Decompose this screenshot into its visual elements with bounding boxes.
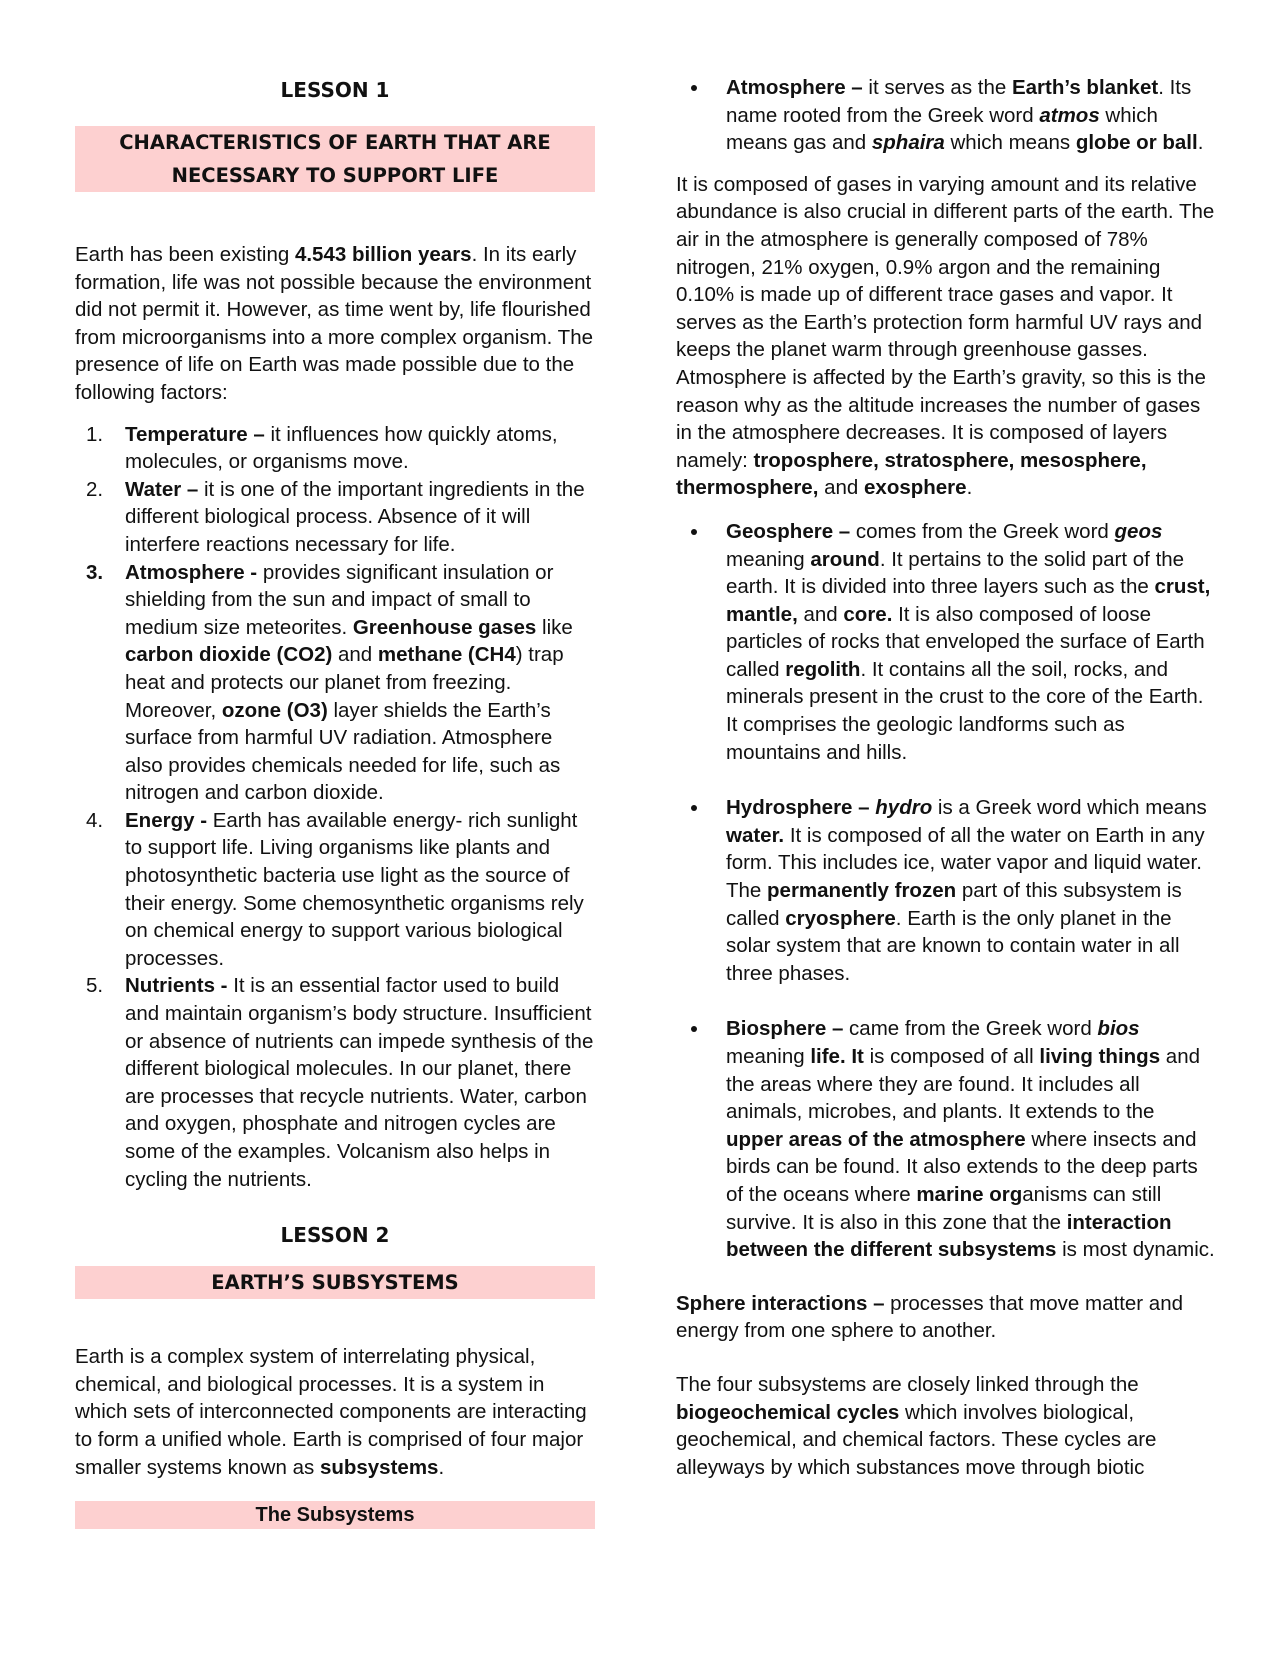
text: meaning xyxy=(726,1045,811,1068)
text: provides significant insulation or shielding from the sun and impact of small to medium size meteorites. xyxy=(125,560,554,639)
atmosphere-list xyxy=(676,74,1216,157)
lesson-2-banner: EARTH’S SUBSYSTEMS xyxy=(75,1266,595,1299)
bold-text: cryosphere xyxy=(785,906,896,930)
lesson-1-title: LESSON 1 xyxy=(280,78,390,102)
text: came from the Greek word xyxy=(843,1017,1098,1041)
italic-text: geos xyxy=(1114,519,1163,543)
list-item-biosphere xyxy=(676,1015,1216,1263)
term: Temperature – xyxy=(125,422,265,446)
bold-text: marine org xyxy=(916,1182,1023,1206)
text: Earth has been existing xyxy=(75,243,295,266)
list-item-atmosphere xyxy=(676,74,1216,157)
text: anisms can still survive. It is also in this zone that the xyxy=(726,1182,1162,1234)
italic-text: atmos xyxy=(1039,103,1100,127)
text: The four subsystems are closely linked through the xyxy=(676,1372,1139,1396)
text: Earth is a complex system of interrelating physical, chemical, and biological processes. It is a system in which sets of interconnected components are interacting to form a unified whole. Earth is comprised of four major smaller systems known as xyxy=(75,1345,587,1479)
text: It is composed of all the water on Earth in any form. This includes ice, water vapor and liquid water. The xyxy=(726,823,1205,903)
text: it is one of the important ingredients in the different biological process. Absence of it will interfere reactions necessary for life. xyxy=(125,477,585,556)
bold-text: water. xyxy=(726,823,785,847)
right-column xyxy=(676,74,1216,1481)
text: . Earth is the only planet in the solar system that are known to contain water in all three phases. xyxy=(726,906,1180,985)
bold-text: subsystems xyxy=(319,1455,439,1479)
italic-text: sphaira xyxy=(871,131,945,155)
text: and xyxy=(332,643,378,667)
bold-text: Sphere interactions – xyxy=(676,1291,885,1315)
text: where insects and birds can be found. It also extends to the deep parts of the oceans where xyxy=(726,1127,1198,1206)
bullet-icon xyxy=(691,85,697,91)
text: . xyxy=(1197,131,1204,155)
term: Hydrosphere – xyxy=(726,796,870,820)
term: Atmosphere – xyxy=(726,76,863,99)
list-number: 5. xyxy=(86,974,104,998)
lesson-2-intro xyxy=(75,1343,595,1481)
text: . In its early formation, life was not possible because the environment did not permit it. However, as time went by, life flourished from microorganisms into a more complex organism. The presence of life on Earth was made possible due to the following factors: xyxy=(75,243,593,404)
lesson-1-banner xyxy=(75,126,595,192)
bold-text: crust, mantle, xyxy=(726,575,1211,626)
bold-text: globe or ball xyxy=(1075,131,1198,155)
banner-line-1: CHARACTERISTICS OF EARTH THAT ARE xyxy=(119,131,551,154)
italic-text: hydro xyxy=(875,796,933,820)
bold-text: life. It xyxy=(810,1045,864,1068)
text: meaning xyxy=(726,547,811,571)
bold-text: Greenhouse gases xyxy=(352,615,537,639)
atmosphere-paragraph xyxy=(676,171,1216,502)
list-item xyxy=(75,421,595,476)
list-item xyxy=(75,807,595,973)
bold-text: exosphere xyxy=(864,476,967,500)
cycles-paragraph xyxy=(676,1371,1216,1481)
bold-text: permanently frozen xyxy=(767,879,957,903)
text: layer shields the Earth’s surface from harmful UV radiation. Atmosphere also provides chemicals needed for life, such as nitrogen and carbon dioxide. xyxy=(125,698,561,805)
bold-text: core. xyxy=(843,602,893,626)
text: like xyxy=(536,615,573,639)
bullet-icon xyxy=(691,805,697,811)
text: and xyxy=(818,476,865,500)
list-number: 2. xyxy=(86,477,104,501)
bold-text: 4.543 billion years xyxy=(294,243,472,266)
term: Biosphere – xyxy=(726,1017,844,1041)
text: it influences how quickly atoms, molecules, or organisms move. xyxy=(125,422,558,474)
bold-text: living things xyxy=(1039,1045,1161,1068)
text: and the areas where they are found. It includes all animals, microbes, and plants. It extends to the xyxy=(726,1045,1200,1124)
text: is a Greek word which means xyxy=(932,796,1207,820)
text: ) trap heat and protects our planet from freezing. Moreover, xyxy=(125,643,564,722)
bold-text: around xyxy=(810,547,880,571)
banner-line-2: NECESSARY TO SUPPORT LIFE xyxy=(171,164,499,187)
text: It is also composed of loose particles of rocks that enveloped the surface of Earth called xyxy=(726,602,1205,681)
text: It is composed of gases in varying amount and its relative abundance is also crucial in different parts of the earth. The air in the atmosphere is generally composed of 78% nitrogen, 21% oxygen, 0.9% argon and the remaining 0.10% is made up of different trace gases and vapor. It serves as the Earth’s protection form harmful UV rays and keeps the planet warm through greenhouse gasses. Atmosphere is affected by the Earth’s gravity, so this is the reason why as the altitude increases the number of gases in the atmosphere decreases. It is composed of layers namely: xyxy=(676,172,1215,472)
list-item xyxy=(75,476,595,559)
text: processes that move matter and energy from one sphere to another. xyxy=(676,1291,1184,1343)
subsystem-list xyxy=(676,518,1216,1264)
list-item xyxy=(75,972,595,1193)
term: Atmosphere - xyxy=(125,560,258,584)
left-column xyxy=(75,74,595,1529)
text: . xyxy=(438,1455,445,1479)
lesson-2-title: LESSON 2 xyxy=(280,1223,390,1248)
term: Geosphere – xyxy=(726,519,851,543)
list-item-geosphere xyxy=(676,518,1216,766)
text: Earth has available energy- rich sunlight to support life. Living organisms like plants and photosynthetic bacteria use light as the source of their energy. Some chemosynthetic organisms rely on chemical energy to support various biological processes. xyxy=(125,808,584,970)
bullet-icon xyxy=(691,529,697,535)
text: which means gas and xyxy=(726,103,1158,155)
text: which means xyxy=(944,131,1076,155)
lesson-1-intro xyxy=(75,241,595,407)
text: . It pertains to the solid part of the earth. It is divided into three layers such as the xyxy=(726,547,1185,599)
sphere-interactions-paragraph xyxy=(676,1290,1216,1345)
term: Nutrients - xyxy=(125,974,228,998)
list-item-hydrosphere xyxy=(676,794,1216,987)
list-number: 1. xyxy=(86,422,104,446)
text: . Its name rooted from the Greek word xyxy=(726,76,1192,127)
text: . It contains all the soil, rocks, and minerals present in the crust to the core of the Earth. It comprises the geologic landforms such as mountains and hills. xyxy=(726,657,1204,764)
bold-text: methane (CH4 xyxy=(377,643,516,667)
bold-text: regolith xyxy=(785,657,861,681)
term: Energy - xyxy=(125,808,208,832)
italic-text: bios xyxy=(1097,1017,1140,1041)
list-number: 4. xyxy=(86,808,104,832)
text: comes from the Greek word xyxy=(850,519,1115,543)
factors-list xyxy=(75,421,595,1194)
text: which involves biological, geochemical, and chemical factors. These cycles are alleyways by which substances move through biotic xyxy=(676,1400,1157,1479)
bullet-icon xyxy=(691,1026,697,1032)
text: part of this subsystem is called xyxy=(726,879,1182,930)
bold-text: upper areas of the atmosphere xyxy=(726,1127,1026,1151)
list-number: 3. xyxy=(86,560,104,584)
text: it serves as the xyxy=(862,76,1012,99)
text: is composed of all xyxy=(863,1045,1040,1068)
bold-text: ozone (O3) xyxy=(221,698,328,722)
subsystems-banner: The Subsystems xyxy=(75,1501,595,1529)
text: It is an essential factor used to build and maintain organism’s body structure. Insufficient or absence of nutrients can impede synthesis of the different biological molecules. In our planet, there are processes that recycle nutrients. Water, carbon and oxygen, phosphate and nitrogen cycles are some of the examples. Volcanism also helps in cycling the nutrients. xyxy=(125,974,594,1191)
list-item xyxy=(75,559,595,807)
bold-text: carbon dioxide (CO2) xyxy=(125,643,333,667)
term: Water – xyxy=(125,477,199,501)
text: and xyxy=(797,602,844,626)
text: is most dynamic. xyxy=(1056,1238,1215,1262)
bold-text: biogeochemical cycles xyxy=(676,1400,900,1424)
text: . xyxy=(966,476,973,500)
bold-text: interaction between the different subsystems xyxy=(726,1210,1172,1262)
bold-text: Earth’s blanket xyxy=(1011,76,1159,99)
bold-text: troposphere, stratosphere, mesosphere, thermosphere, xyxy=(676,448,1147,500)
